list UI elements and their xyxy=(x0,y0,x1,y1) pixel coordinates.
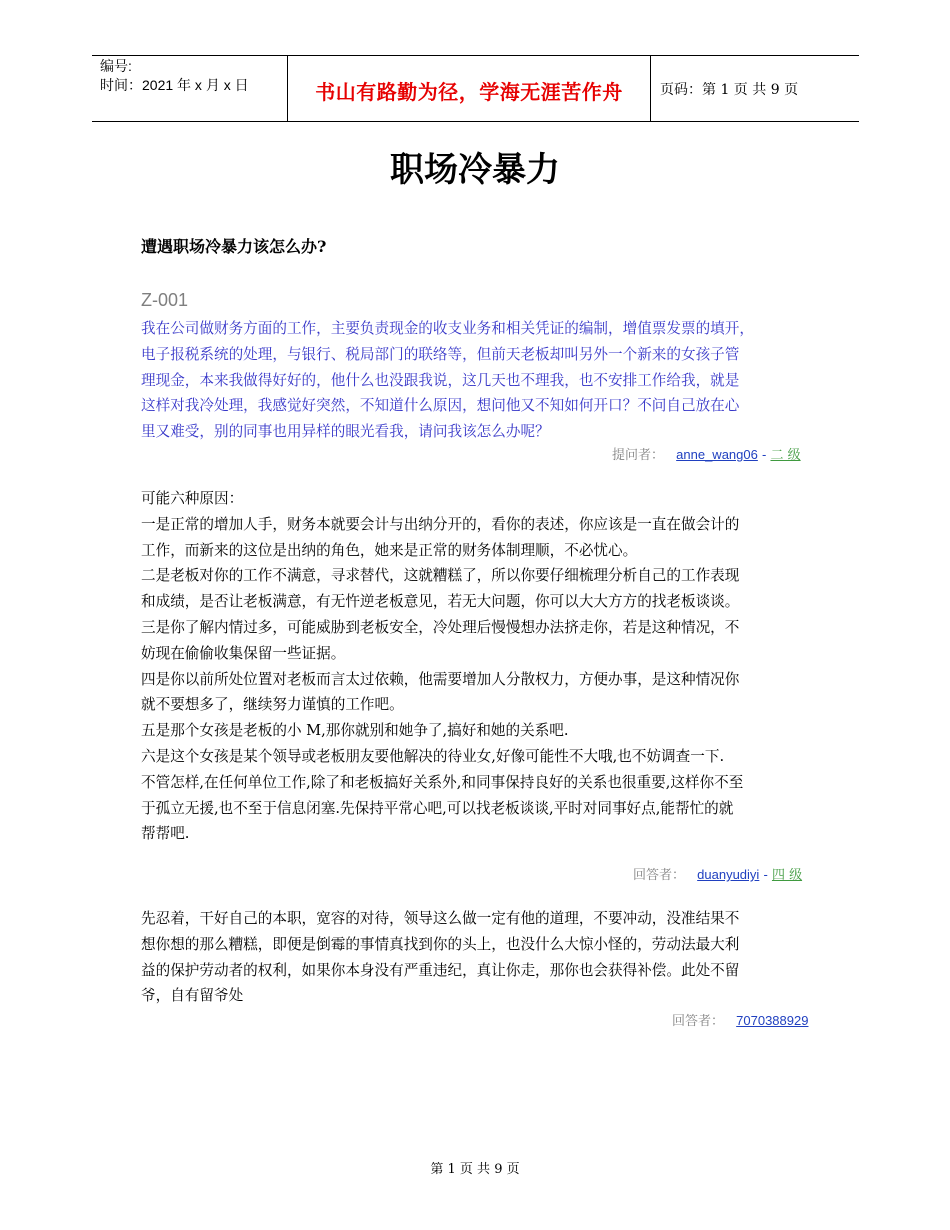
answerer-1-info xyxy=(633,864,802,883)
answer-line: 就不要想多了，继续努力谨慎的工作吧。 xyxy=(141,696,404,714)
header-top-border xyxy=(92,55,859,56)
header-meta xyxy=(100,57,249,95)
header-motto: 书山有路勤为径，学海无涯苦作舟 xyxy=(315,80,623,104)
asker-separator: - xyxy=(762,447,767,462)
question-line: 电子报税系统的处理，与银行、税局部门的联络等，但前天老板却叫另外一个新来的女孩子管 xyxy=(141,345,740,363)
answer-line: 帮帮吧. xyxy=(141,825,190,843)
asker-info xyxy=(612,444,801,463)
answer-line: 六是这个女孩是某个领导或老板朋友要他解决的待业女,好像可能性不大哦,也不妨调查一下. xyxy=(141,747,725,765)
document-number-label: 编号: xyxy=(100,58,132,74)
question-line: 里又难受，别的同事也用异样的眼光看我，请问我该怎么办呢？ xyxy=(141,423,550,441)
answerer-label: 回答者： xyxy=(672,1014,725,1029)
answerer-link[interactable]: 7070388929 xyxy=(736,1013,809,1028)
question-body xyxy=(141,316,821,445)
page-subtitle: 遭遇职场冷暴力该怎么办? xyxy=(141,237,327,256)
answer-1-body xyxy=(141,486,821,847)
answer-line: 益的保护劳动者的权利，如果你本身没有严重违纪，真让你走，那你也会获得补偿。此处不留 xyxy=(141,961,740,979)
answer-line: 可能六种原因： xyxy=(141,490,244,507)
answerer-link[interactable]: duanyudiyi xyxy=(697,867,760,882)
answer-line: 妨现在偷偷收集保留一些证据。 xyxy=(141,644,346,662)
answerer-2-info xyxy=(672,1010,808,1029)
answer-line: 想你想的那么糟糕，即便是倒霉的事情真找到你的头上，也没什么大惊小怪的，劳动法最大利 xyxy=(141,935,740,953)
question-id: Z-001 xyxy=(141,290,189,310)
answer-line: 先忍着，干好自己的本职，宽容的对待，领导这么做一定有他的道理，不要冲动，没准结果不 xyxy=(141,910,740,927)
question-line: 理现金，本来我做得好好的，他什么也没跟我说，这几天也不理我，也不安排工作给我，就是 xyxy=(141,371,740,389)
asker-link[interactable]: anne_wang06 xyxy=(676,447,758,462)
answer-2-body xyxy=(141,906,821,1009)
header-page-label: 页码：第 1 页 共 9 页 xyxy=(660,82,799,98)
answer-line: 四是你以前所处位置对老板而言太过依赖，他需要增加人分散权力，方便办事，是这种情况你 xyxy=(141,670,740,688)
document-time-label: 时间：2021 年 x 月 x 日 xyxy=(100,77,249,93)
answerer-separator: - xyxy=(763,867,768,882)
header-bottom-border xyxy=(92,121,859,122)
question-line: 这样对我冷处理，我感觉好突然，不知道什么原因，想问他又不知如何开口？不问自己放在心 xyxy=(141,397,740,415)
answer-line: 五是那个女孩是老板的小 M,那你就别和她争了,搞好和她的关系吧. xyxy=(141,722,569,740)
answer-line: 爷，自有留爷处 xyxy=(141,987,244,1005)
asker-label: 提问者： xyxy=(612,448,665,463)
answer-line: 于孤立无援,也不至于信息闭塞.先保持平常心吧,可以找老板谈谈,平时对同事好点,能帮忙的就 xyxy=(141,799,734,817)
answer-line: 二是老板对你的工作不满意，寻求替代，这就糟糕了，所以你要仔细梳理分析自己的工作表现 xyxy=(141,567,740,585)
answer-line: 三是你了解内情过多，可能威胁到老板安全，冷处理后慢慢想办法挤走你，若是这种情况，不 xyxy=(141,618,740,636)
answer-line: 工作，而新来的这位是出纳的角色，她来是正常的财务体制理顺，不必忧心。 xyxy=(141,541,638,559)
page-footer: 第 1 页 共 9 页 xyxy=(430,1162,520,1177)
answerer-level-link[interactable]: 四 级 xyxy=(771,868,803,883)
answer-line: 不管怎样,在任何单位工作,除了和老板搞好关系外,和同事保持良好的关系也很重要,这样你不至 xyxy=(141,773,744,791)
header-divider-right xyxy=(650,55,651,121)
answerer-label: 回答者： xyxy=(633,868,686,883)
question-line: 我在公司做财务方面的工作，主要负责现金的收支业务和相关凭证的编制，增值票发票的填开， xyxy=(141,320,754,337)
answer-line: 一是正常的增加人手，财务本就要会计与出纳分开的，看你的表述，你应该是一直在做会计的 xyxy=(141,515,740,533)
asker-level-link[interactable]: 二 级 xyxy=(770,448,801,463)
answer-line: 和成绩，是否让老板满意，有无忤逆老板意见，若无大问题，你可以大大方方的找老板谈谈。 xyxy=(141,593,740,611)
page-title: 职场冷暴力 xyxy=(390,150,560,190)
